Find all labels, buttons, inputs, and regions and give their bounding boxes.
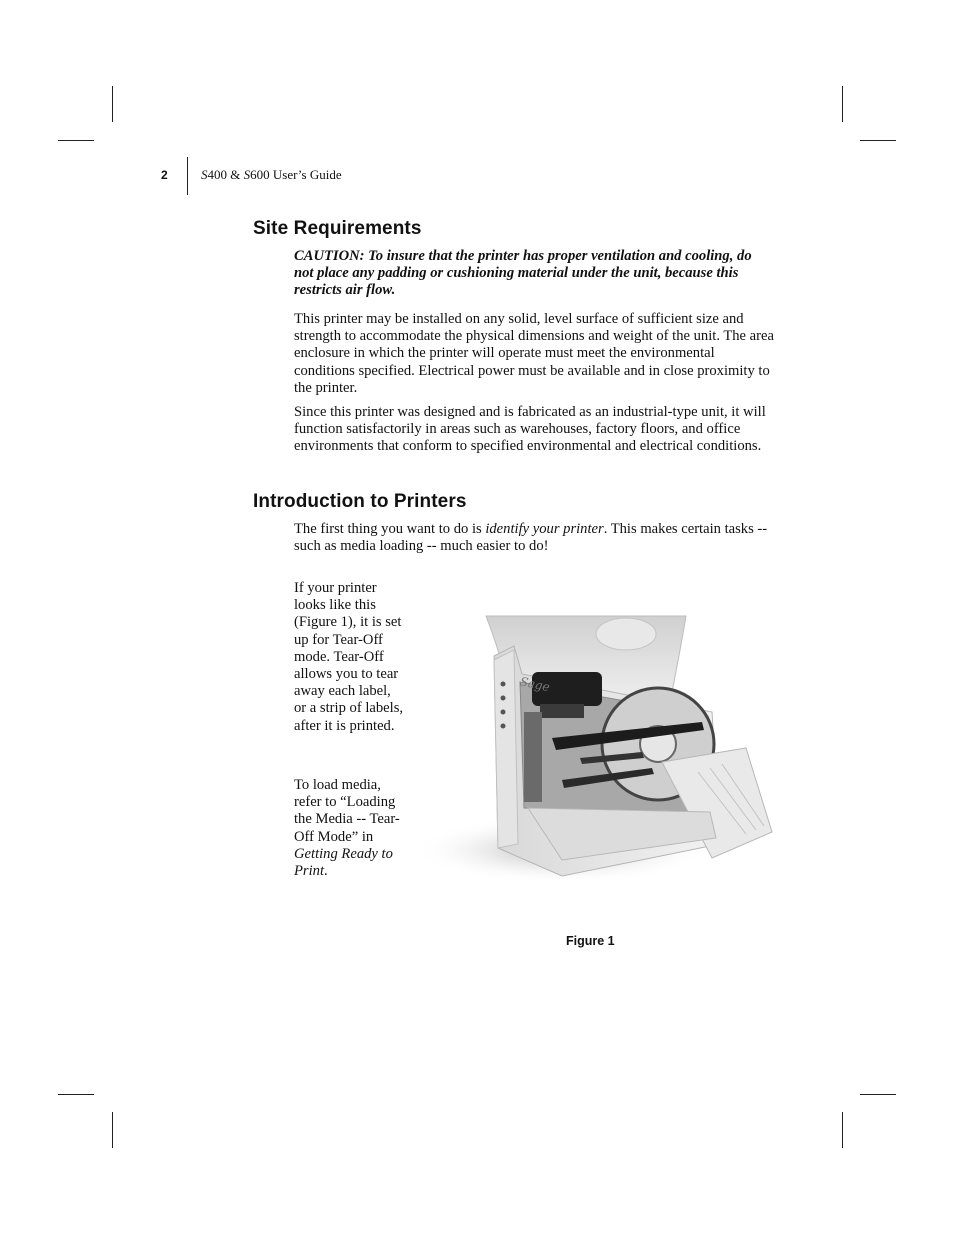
control-panel	[494, 650, 518, 848]
figure-caption: Figure 1	[566, 934, 615, 948]
emphasis-text: identify your printer	[485, 521, 604, 537]
crop-mark	[112, 86, 113, 122]
side-paragraph: If your printer looks like this (Figure 1), it is set up for Tear-Off mode. Tear-Off allows you to tear away each label, or a strip of labels, after it is printed.	[294, 580, 404, 734]
ribbon-spindle	[540, 704, 584, 718]
model-prefix: S	[201, 167, 208, 182]
section-heading-site-requirements: Site Requirements	[253, 218, 422, 239]
section-heading-introduction: Introduction to Printers	[253, 491, 467, 512]
running-header-text: 400 &	[207, 167, 244, 182]
body-paragraph: Since this printer was designed and is fabricated as an industrial-type unit, it will function satisfactorily in areas such as warehouses, factory floors, and office environments that conform to specified environmental and electrical conditions.	[294, 404, 766, 455]
crop-mark	[842, 1112, 843, 1148]
caution-note: CAUTION: To insure that the printer has proper ventilation and cooling, do not place any padding or cushioning material under the unit, because this restricts air flow.	[294, 248, 752, 299]
printer-illustration	[412, 612, 780, 894]
mechanism-frame	[524, 712, 542, 802]
side-paragraph	[294, 777, 406, 880]
crop-mark	[860, 140, 896, 141]
running-header-text: 600 User’s Guide	[250, 167, 342, 182]
header-divider	[187, 157, 188, 195]
lid-window	[596, 618, 656, 650]
panel-button	[501, 710, 506, 715]
crop-mark	[58, 1094, 94, 1095]
emphasis-text: Getting Ready to Print	[294, 845, 393, 880]
body-text: . This makes certain tasks -- such as media loading -- much easier to do!	[294, 521, 768, 555]
body-paragraph	[294, 521, 774, 555]
crop-mark	[112, 1112, 113, 1148]
panel-button	[501, 696, 506, 701]
panel-button	[501, 682, 506, 687]
printer-logo: Sage	[518, 674, 552, 695]
crop-mark	[860, 1094, 896, 1095]
model-prefix: S	[243, 167, 251, 182]
body-text: The first thing you want to do is	[294, 521, 486, 537]
page-number: 2	[161, 168, 168, 182]
crop-mark	[58, 140, 94, 141]
panel-button	[501, 724, 506, 729]
body-text: To load media, refer to “Loading the Media -- Tear-Off Mode” in	[294, 777, 400, 845]
running-header	[201, 167, 342, 183]
body-text: .	[324, 863, 328, 880]
body-paragraph: This printer may be installed on any solid, level surface of sufficient size and strength to accommodate the physical dimensions and weight of the unit. The area enclosure in which the printer will operate must meet the environmental conditions specified. Electrical power must be available and in close proximity to the printer.	[294, 311, 774, 396]
crop-mark	[842, 86, 843, 122]
